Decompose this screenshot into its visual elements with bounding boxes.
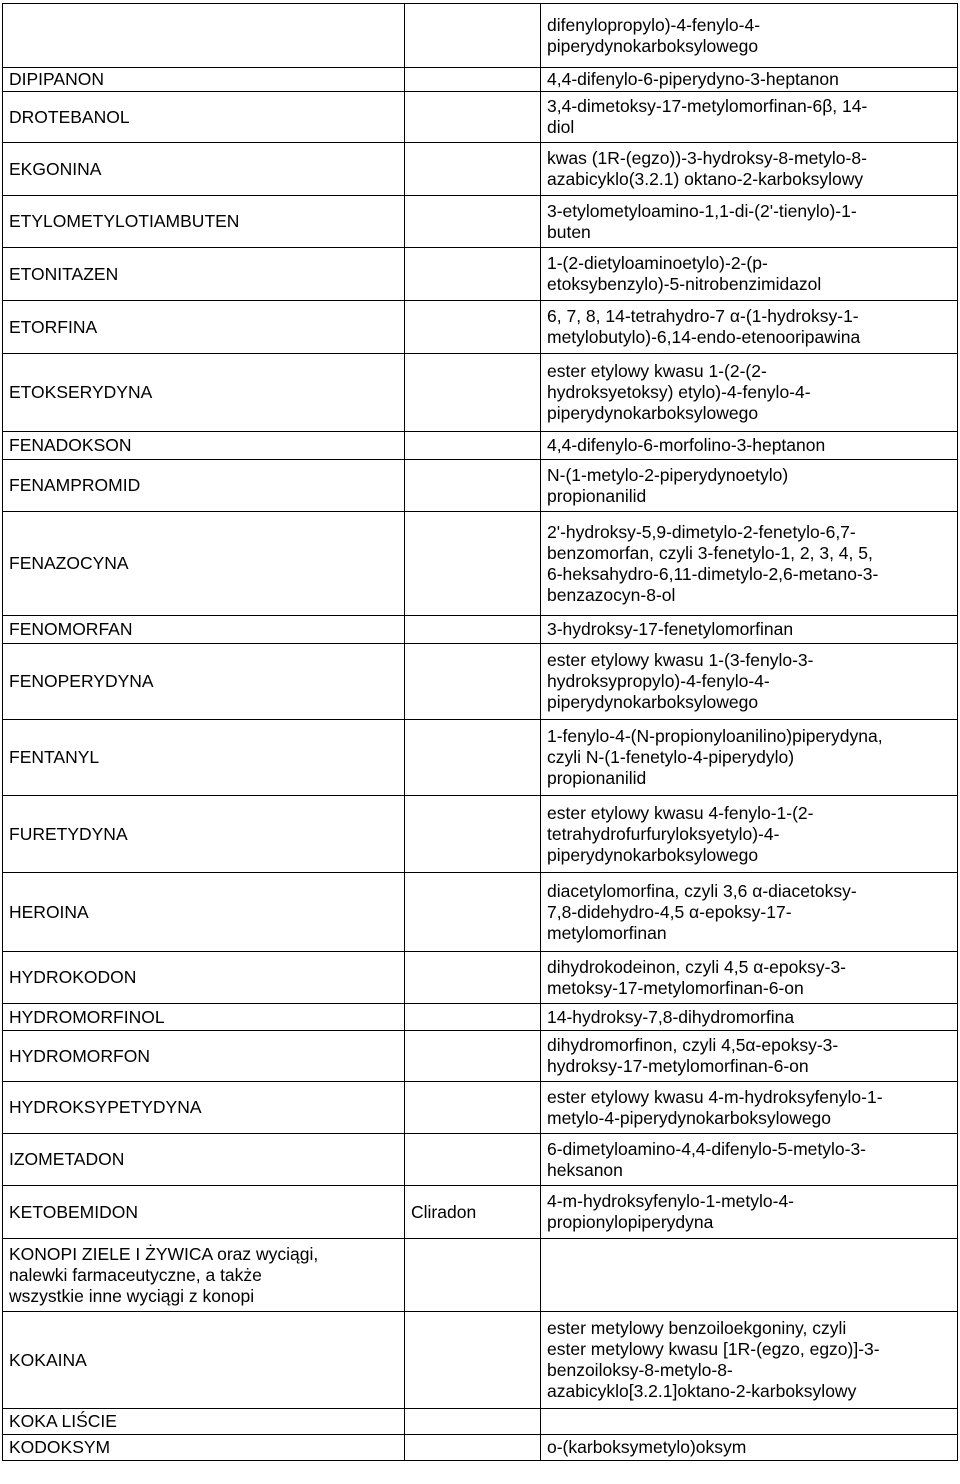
synonym-cell bbox=[405, 354, 541, 432]
synonym-cell bbox=[405, 1409, 541, 1435]
table-row bbox=[3, 1004, 958, 1031]
chemical-name-cell: 4,4-difenylo-6-morfolino-3-heptanon bbox=[541, 432, 958, 460]
table-row bbox=[3, 4, 958, 68]
chemical-name-cell: difenylopropylo)-4-fenylo-4- piperydynokarboksylowego bbox=[541, 4, 958, 68]
chemical-name-cell: 3-etylometyloamino-1,1-di-(2'-tienylo)-1- buten bbox=[541, 196, 958, 248]
table-row bbox=[3, 1134, 958, 1186]
synonym-cell bbox=[405, 68, 541, 92]
synonym-cell bbox=[405, 92, 541, 143]
table-row bbox=[3, 644, 958, 720]
chemical-name-cell: ester etylowy kwasu 4-m-hydroksyfenylo-1- metylo-4-piperydynokarboksylowego bbox=[541, 1082, 958, 1134]
synonym-cell bbox=[405, 644, 541, 720]
substance-name-cell: FENADOKSON bbox=[3, 432, 405, 460]
synonym-cell bbox=[405, 616, 541, 644]
chemical-name-cell: dihydrokodeinon, czyli 4,5 α-epoksy-3- metoksy-17-metylomorfinan-6-on bbox=[541, 952, 958, 1004]
chemical-name-cell: 6-dimetyloamino-4,4-difenylo-5-metylo-3- heksanon bbox=[541, 1134, 958, 1186]
table-row bbox=[3, 432, 958, 460]
substance-name-cell: DROTEBANOL bbox=[3, 92, 405, 143]
table-row bbox=[3, 796, 958, 873]
table-row bbox=[3, 301, 958, 354]
synonym-cell bbox=[405, 432, 541, 460]
table-row bbox=[3, 873, 958, 952]
chemical-name-cell: ester metylowy benzoiloekgoniny, czyli ester metylowy kwasu [1R-(egzo, egzo)]-3- benzoiloksy-8-metylo-8- azabicyklo[3.2.1]oktano-2-karboksylowy bbox=[541, 1312, 958, 1409]
chemical-name-cell: 1-(2-dietyloaminoetylo)-2-(p- etoksybenzylo)-5-nitrobenzimidazol bbox=[541, 248, 958, 301]
synonym-cell bbox=[405, 796, 541, 873]
synonym-cell bbox=[405, 301, 541, 354]
substance-name-cell: FENOMORFAN bbox=[3, 616, 405, 644]
substance-name-cell: KOKAINA bbox=[3, 1312, 405, 1409]
table-row bbox=[3, 720, 958, 796]
table-row bbox=[3, 354, 958, 432]
table-row bbox=[3, 196, 958, 248]
substance-name-cell: IZOMETADON bbox=[3, 1134, 405, 1186]
substance-name-cell: FENTANYL bbox=[3, 720, 405, 796]
table-row bbox=[3, 248, 958, 301]
substance-name-cell: KETOBEMIDON bbox=[3, 1186, 405, 1239]
substance-name-cell: ETOKSERYDYNA bbox=[3, 354, 405, 432]
table-row bbox=[3, 1186, 958, 1239]
chemical-name-cell: 4-m-hydroksyfenylo-1-metylo-4- propionylopiperydyna bbox=[541, 1186, 958, 1239]
chemical-name-cell: 6, 7, 8, 14-tetrahydro-7 α-(1-hydroksy-1- metylobutylo)-6,14-endo-etenooripawina bbox=[541, 301, 958, 354]
chemical-name-cell: ester etylowy kwasu 4-fenylo-1-(2- tetrahydrofurfuryloksyetylo)-4- piperydynokarboksylowego bbox=[541, 796, 958, 873]
substance-name-cell: EKGONINA bbox=[3, 143, 405, 196]
synonym-cell bbox=[405, 1082, 541, 1134]
chemical-name-cell: 3,4-dimetoksy-17-metylomorfinan-6β, 14- diol bbox=[541, 92, 958, 143]
table-row bbox=[3, 92, 958, 143]
chemical-name-cell: ester etylowy kwasu 1-(3-fenylo-3- hydroksypropylo)-4-fenylo-4- piperydynokarboksylowego bbox=[541, 644, 958, 720]
table-row bbox=[3, 1312, 958, 1409]
chemical-name-cell: o-(karboksymetylo)oksym bbox=[541, 1435, 958, 1461]
table-row bbox=[3, 1082, 958, 1134]
synonym-cell bbox=[405, 248, 541, 301]
substance-name-cell: ETONITAZEN bbox=[3, 248, 405, 301]
substance-name-cell: FURETYDYNA bbox=[3, 796, 405, 873]
table-row bbox=[3, 952, 958, 1004]
substance-name-cell: FENAMPROMID bbox=[3, 460, 405, 512]
substance-name-cell: DIPIPANON bbox=[3, 68, 405, 92]
chemical-name-cell: 4,4-difenylo-6-piperydyno-3-heptanon bbox=[541, 68, 958, 92]
table-row bbox=[3, 1409, 958, 1435]
substance-name-cell: HYDROKSYPETYDYNA bbox=[3, 1082, 405, 1134]
chemical-name-cell: diacetylomorfina, czyli 3,6 α-diacetoksy- 7,8-didehydro-4,5 α-epoksy-17- metylomorfinan bbox=[541, 873, 958, 952]
chemical-name-cell bbox=[541, 1409, 958, 1435]
synonym-cell: Cliradon bbox=[405, 1186, 541, 1239]
chemical-name-cell: ester etylowy kwasu 1-(2-(2- hydroksyetoksy) etylo)-4-fenylo-4- piperydynokarboksylowego bbox=[541, 354, 958, 432]
substance-table-body bbox=[3, 4, 958, 1461]
chemical-name-cell: 3-hydroksy-17-fenetylomorfinan bbox=[541, 616, 958, 644]
synonym-cell bbox=[405, 1004, 541, 1031]
table-row bbox=[3, 68, 958, 92]
synonym-cell bbox=[405, 952, 541, 1004]
chemical-name-cell: 1-fenylo-4-(N-propionyloanilino)piperydyna, czyli N-(1-fenetylo-4-piperydylo) propionanilid bbox=[541, 720, 958, 796]
synonym-cell bbox=[405, 1239, 541, 1312]
synonym-cell bbox=[405, 143, 541, 196]
chemical-name-cell bbox=[541, 1239, 958, 1312]
synonym-cell bbox=[405, 196, 541, 248]
table-row bbox=[3, 1435, 958, 1461]
substance-name-cell: HEROINA bbox=[3, 873, 405, 952]
chemical-name-cell: 2'-hydroksy-5,9-dimetylo-2-fenetylo-6,7- benzomorfan, czyli 3-fenetylo-1, 2, 3, 4, 5, 6-heksahydro-6,11-dimetylo-2,6-metano-3- benzazocyn-8-ol bbox=[541, 512, 958, 616]
chemical-name-cell: 14-hydroksy-7,8-dihydromorfina bbox=[541, 1004, 958, 1031]
table-row bbox=[3, 1031, 958, 1082]
synonym-cell bbox=[405, 1435, 541, 1461]
substance-name-cell: FENAZOCYNA bbox=[3, 512, 405, 616]
synonym-cell bbox=[405, 873, 541, 952]
synonym-cell bbox=[405, 460, 541, 512]
substance-name-cell: HYDROMORFON bbox=[3, 1031, 405, 1082]
substance-name-cell: ETORFINA bbox=[3, 301, 405, 354]
substance-name-cell bbox=[3, 4, 405, 68]
substance-name-cell: KODOKSYM bbox=[3, 1435, 405, 1461]
chemical-name-cell: N-(1-metylo-2-piperydynoetylo) propionanilid bbox=[541, 460, 958, 512]
table-row bbox=[3, 512, 958, 616]
substance-name-cell: ETYLOMETYLOTIAMBUTEN bbox=[3, 196, 405, 248]
substance-name-cell: KOKA LIŚCIE bbox=[3, 1409, 405, 1435]
table-row bbox=[3, 460, 958, 512]
synonym-cell bbox=[405, 1134, 541, 1186]
substance-table bbox=[2, 3, 958, 1461]
substance-name-cell: HYDROMORFINOL bbox=[3, 1004, 405, 1031]
table-row bbox=[3, 616, 958, 644]
synonym-cell bbox=[405, 1031, 541, 1082]
substance-name-cell: HYDROKODON bbox=[3, 952, 405, 1004]
chemical-name-cell: dihydromorfinon, czyli 4,5α-epoksy-3- hydroksy-17-metylomorfinan-6-on bbox=[541, 1031, 958, 1082]
synonym-cell bbox=[405, 720, 541, 796]
synonym-cell bbox=[405, 1312, 541, 1409]
table-row bbox=[3, 143, 958, 196]
substance-name-cell: FENOPERYDYNA bbox=[3, 644, 405, 720]
synonym-cell bbox=[405, 512, 541, 616]
chemical-name-cell: kwas (1R-(egzo))-3-hydroksy-8-metylo-8- azabicyklo(3.2.1) oktano-2-karboksylowy bbox=[541, 143, 958, 196]
substance-name-cell: KONOPI ZIELE I ŻYWICA oraz wyciągi, nalewki farmaceutyczne, a także wszystkie inne wyciągi z konopi bbox=[3, 1239, 405, 1312]
synonym-cell bbox=[405, 4, 541, 68]
table-row bbox=[3, 1239, 958, 1312]
